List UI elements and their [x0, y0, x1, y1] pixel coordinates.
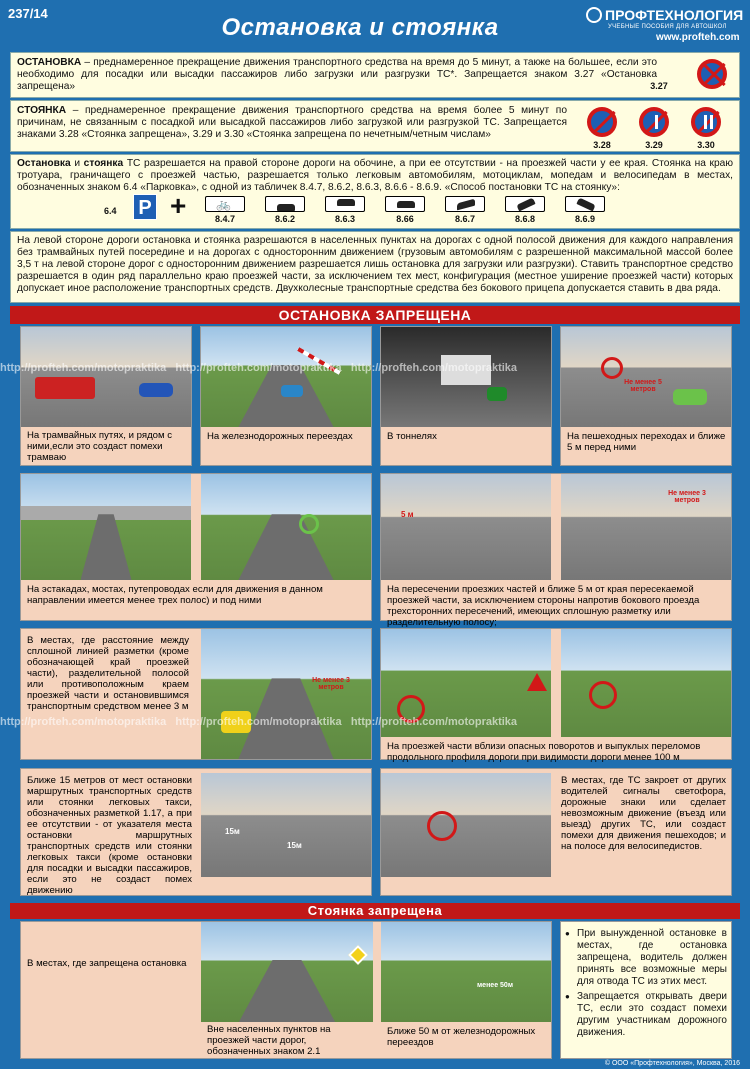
caption: Ближе 15 метров от мест остановки маршрутных транспортных средств или стоянки легковых такси, обозначенных разметкой 1.17, а при ее отсутствии - от указателя места остановки маршрутных транспортных средств или стоянки легковых такси (кроме остановки для посадки и высадки пассажиров, если это не создаст помех движению	[27, 775, 192, 896]
crosswalk-illustration	[561, 327, 731, 427]
watermark: http://profteh.com/motopraktika http://profteh.com/motopraktika http://profteh.com/motopraktika	[0, 716, 518, 728]
check-icon	[299, 514, 319, 534]
railway-parking-illustration	[381, 922, 551, 1022]
distance-label: 5 м	[401, 510, 414, 519]
parking-text: – преднамеренное прекращение движения транспортного средства на время более 5 минут по причинам, не связанным с посадкой или высадкой пассажиров либо загрузкой или разгрузкой ТС. Запрещается знаками 3.28 «Стоянка запрещена», 3.29 и 3.30 «Стоянка запрещена по нечетным/четным числам»	[17, 105, 567, 140]
tunnel-illustration	[381, 327, 551, 427]
caption: На трамвайных путях, и рядом с ними,если это создаст помехи трамваю	[27, 430, 173, 463]
plate-bicycle-icon	[205, 196, 245, 212]
distance-label: Не менее 5 метров	[624, 379, 662, 393]
stop-card-tram	[20, 326, 192, 466]
stop-card-visibility	[380, 768, 732, 896]
stop-card-railway	[200, 326, 372, 466]
logo-icon	[586, 7, 602, 23]
no-stop-marker-icon	[589, 681, 617, 709]
parking-forbidden-title: Стоянка запрещена	[10, 903, 740, 919]
stop-card-bridge	[20, 473, 372, 621]
bicycle-icon: 🚲	[216, 197, 231, 211]
distance-label: Не менее 3 метров	[668, 490, 706, 504]
plate-label: 8.6.8	[514, 214, 536, 224]
sign-label-3-28: 3.28	[593, 140, 611, 150]
traffic-light-illustration	[381, 773, 551, 877]
main-road-sign-icon	[348, 945, 368, 965]
parking-notes	[560, 921, 732, 1059]
bus-stop-illustration	[201, 773, 371, 877]
plate-label: 8.6.9	[574, 214, 596, 224]
caption: Вне населенных пунктов на проезжей части дорог, обозначенных знаком 2.1	[207, 1024, 331, 1057]
car-icon	[487, 387, 507, 401]
no-parking-even-sign-icon	[691, 107, 721, 137]
plate-car-icon	[505, 196, 545, 212]
plate-car-icon	[445, 196, 485, 212]
car-icon	[281, 385, 303, 397]
note-item: ● Запрещается открывать двери ТС, если это создаст помехи другим участникам дорожного движения.	[563, 991, 727, 1039]
no-stop-marker-icon	[427, 811, 457, 841]
bridge-road-illustration	[201, 474, 371, 580]
warning-sign-icon	[527, 673, 547, 691]
plate-label: 8.4.7	[214, 214, 236, 224]
plate-label: 8.6.7	[454, 214, 476, 224]
header	[0, 0, 750, 50]
allowed-term-stop: Остановка	[17, 158, 71, 169]
page-number: 237/14	[8, 6, 48, 21]
allowed-and: и	[70, 158, 84, 169]
caption: На железнодорожных переездах	[207, 431, 353, 442]
caption: В тоннелях	[387, 431, 437, 442]
no-parking-odd-sign-icon	[639, 107, 669, 137]
note-item: ● При вынужденной остановке в местах, где остановка запрещена, водитель должен принять все возможные меры для отвода ТС из этих мест.	[563, 928, 727, 988]
logo-url: www.profteh.com	[656, 32, 740, 43]
copyright: © ООО «Профтехнология», Москва, 2016	[604, 1060, 740, 1067]
tram-icon	[35, 377, 95, 399]
caption: Ближе 50 м от железнодорожных переездов	[387, 1026, 536, 1048]
caption: В местах, где расстояние между сплошной линией разметки (кроме обозначающей край проезжей части), разделительной полосой или противоположным краем проезжей части и остановившимся транспортным средством менее 3 м	[27, 635, 189, 712]
car-icon	[673, 389, 707, 405]
caption: В местах, где запрещена остановка	[27, 958, 187, 969]
logo	[586, 6, 743, 43]
plate-car-icon	[385, 196, 425, 212]
parking-forbidden-card	[20, 921, 552, 1059]
plate-label: 8.66	[396, 214, 414, 224]
plate-label: 8.6.2	[274, 214, 296, 224]
caption: На пересечении проезжих частей и ближе 5 м от края пересекаемой проезжей части, за исключением стороны напротив бокового проезда трехсторонних пересечений, имеющих сплошную разметку или разделительную полосу;	[387, 584, 700, 628]
parking-term: СТОЯНКА	[17, 105, 67, 116]
stop-card-intersection	[380, 473, 732, 628]
distance-label: менее 50м	[477, 982, 513, 989]
stop-card-curves	[380, 628, 732, 763]
no-stopping-sign-icon	[697, 59, 727, 89]
plate-label: 8.6.3	[334, 214, 356, 224]
plate-car-icon	[565, 196, 605, 212]
t-intersection-illustration	[561, 474, 731, 580]
distance-label: Не менее 3 метров	[312, 677, 350, 691]
distance-label: 15м	[287, 841, 302, 850]
plate-car-icon	[265, 196, 305, 212]
caption: На эстакадах, мостах, путепроводах если для движения в данном направлении имеется менее трех полос) и под ними	[27, 584, 323, 606]
plate-car-icon	[325, 196, 365, 212]
stop-text: – преднамеренное прекращение движения транспортного средства на время до 5 минут, а также на большее, если это необходимо для посадки или высадки пассажиров либо загрузки или разгрузки ТС*. Запрещается знаком 3.27 «Остановка запрещена»	[17, 57, 657, 92]
caption: В местах, где ТС закроет от других водителей сигналы светофора, дорожные знаки или сделает невозможным движение (въезд или выезд) других ТС, или создаст помехи для движения пешеходов; и на полосе для велосипедистов.	[561, 775, 726, 852]
stop-card-crosswalk	[560, 326, 732, 466]
stop-card-bus-stop	[20, 768, 372, 896]
intersection-illustration	[381, 474, 551, 580]
parking-sign-icon: P	[133, 194, 157, 220]
caption: На проезжей части вблизи опасных поворотов и выпуклых переломов продольного профиля дороги при видимости дороги менее 100 м	[387, 741, 701, 763]
allowed-term-parking: стоянка	[83, 158, 124, 169]
car-icon	[139, 383, 173, 397]
sign-label-3-30: 3.30	[697, 140, 715, 150]
distance-label: 15м	[225, 827, 240, 836]
lane-distance-illustration	[201, 629, 371, 759]
left-side-rules	[10, 231, 740, 303]
logo-subtitle: УЧЕБНЫЕ ПОСОБИЯ ДЛЯ АВТОШКОЛ	[608, 24, 727, 30]
logo-name: ПРОФТЕХНОЛОГИЯ	[605, 6, 744, 23]
sign-label-3-29: 3.29	[645, 140, 663, 150]
highway-illustration	[201, 922, 373, 1022]
railway-crossing-illustration	[201, 327, 371, 427]
stop-card-3m	[20, 628, 372, 760]
allowed-section	[10, 154, 740, 229]
stop-definition	[10, 52, 740, 98]
overpass-illustration	[21, 474, 191, 580]
stop-term: ОСТАНОВКА	[17, 57, 82, 68]
plus-icon: +	[170, 190, 187, 221]
parking-sign-label: 6.4	[104, 206, 117, 216]
no-parking-sign-icon	[587, 107, 617, 137]
allowed-text: ТС разрешается на правой стороне дороги на обочине, а при ее отсутствии - на проезжей части у ее края. Стоянка на краю тротуара, граничащего с проезжей частью, разрешается только легковым автомобилям, мотоциклам, мопедам и велосипедам в местах, обозначенных знаком 6.4 «Парковка», с одной из табличек 8.4.7, 8.6.2, 8.6.3, 8.6.6 - 8.6.9. «Способ постановки ТС на стоянку»:	[17, 158, 733, 193]
tram-illustration	[21, 327, 191, 427]
watermark: http://profteh.com/motopraktika http://profteh.com/motopraktika http://profteh.com/motopraktika	[0, 362, 518, 374]
left-side-text: На левой стороне дороги остановка и стоянка разрешаются в населенных пунктах на дорогах с одной полосой движения для каждого направления без трамвайных путей посередине и на дорогах с односторонним движением (грузовым автомобилям с разрешенной максимальной массой более 3,5 т на левой стороне дорог с односторонним движением разрешается лишь остановка для загрузки или разгрузки). Ставить транспортное средство разрешается в один ряд параллельно краю проезжей части, за исключением тех мест, конфигурация (местное уширение проезжей части) которых допускает иное расположение транспортных средств. Двухколесные транспортные средства без бокового прицепа допускается ставить в два ряда.	[17, 235, 733, 294]
stop-forbidden-title: ОСТАНОВКА ЗАПРЕЩЕНА	[10, 306, 740, 324]
caption: На пешеходных переходах и ближе 5 м перед ними	[567, 431, 726, 453]
stop-card-tunnel	[380, 326, 552, 466]
sign-label-3-27: 3.27	[650, 81, 668, 91]
page-title: Остановка и стоянка	[221, 14, 499, 41]
parking-definition	[10, 100, 740, 152]
